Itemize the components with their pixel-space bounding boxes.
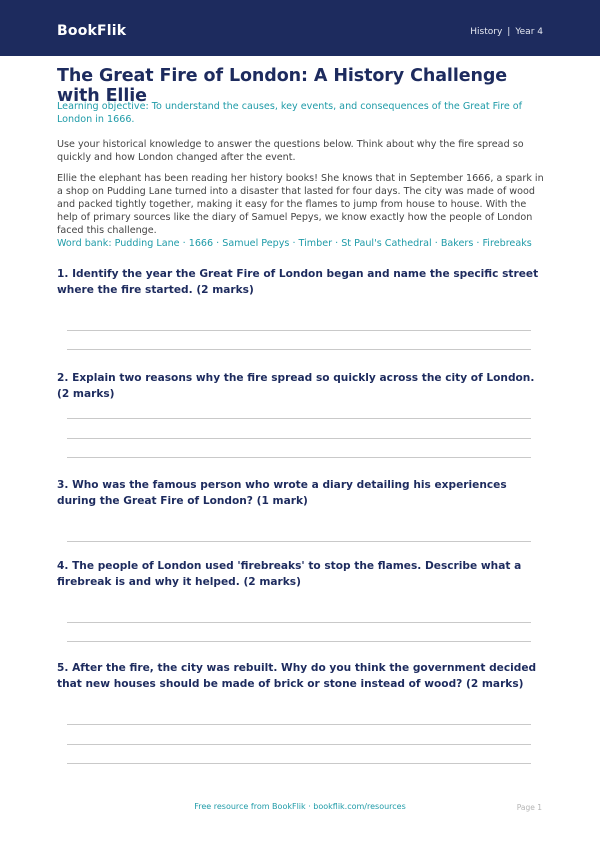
subject-label: History — [470, 27, 503, 37]
answer-line[interactable] — [67, 541, 531, 542]
answer-line[interactable] — [67, 622, 531, 623]
answer-line[interactable] — [67, 418, 531, 419]
word-bank: Word bank: Pudding Lane · 1666 · Samuel Pepys · Timber · St Paul's Cathedral · Bakers · Firebreaks — [57, 238, 532, 249]
answer-line[interactable] — [67, 744, 531, 745]
answer-line[interactable] — [67, 349, 531, 350]
instructions-text: Use your historical knowledge to answer the questions below. Think about why the fire spread so quickly and how London changed after the event. — [57, 139, 524, 163]
answer-line[interactable] — [67, 438, 531, 439]
question-3: 3. Who was the famous person who wrote a diary detailing his experiences during the Great Fire of London? (1 mark) — [57, 479, 507, 507]
subject-breadcrumb — [470, 27, 543, 37]
answer-line[interactable] — [67, 763, 531, 764]
question-5: 5. After the fire, the city was rebuilt. Why do you think the government decided that new houses should be made of brick or stone instead of wood? (2 marks) — [57, 662, 537, 690]
year-label: Year 4 — [515, 27, 543, 37]
page-number: Page 1 — [516, 803, 542, 812]
brand-logo: BookFlik — [57, 23, 127, 39]
question-1: 1. Identify the year the Great Fire of London began and name the specific street where the fire started. (2 marks) — [57, 268, 539, 296]
answer-line[interactable] — [67, 330, 531, 331]
learning-objective: Learning objective: To understand the causes, key events, and consequences of the Great Fire of London in 1666. — [57, 101, 523, 125]
footer-resource-link[interactable]: Free resource from BookFlik · bookflik.com/resources — [194, 802, 406, 811]
page-header — [0, 0, 600, 56]
story-paragraph: Ellie the elephant has been reading her history books! She knows that in September 1666, a spark in a shop on Pudding Lane turned into a disaster that lasted for four days. The city was made of wood and packed tightly together, making it easy for the flames to jump from house to house. With the help of primary sources like the diary of Samuel Pepys, we know exactly how the people of London faced this challenge. — [57, 173, 544, 236]
question-2: 2. Explain two reasons why the fire spread so quickly across the city of London. (2 marks) — [57, 372, 535, 400]
answer-line[interactable] — [67, 641, 531, 642]
breadcrumb-separator: | — [507, 27, 511, 37]
answer-line[interactable] — [67, 724, 531, 725]
page-title: The Great Fire of London: A History Challenge with Ellie — [57, 66, 508, 106]
answer-line[interactable] — [67, 457, 531, 458]
question-4: 4. The people of London used 'firebreaks' to stop the flames. Describe what a firebreak is and why it helped. (2 marks) — [57, 560, 522, 588]
